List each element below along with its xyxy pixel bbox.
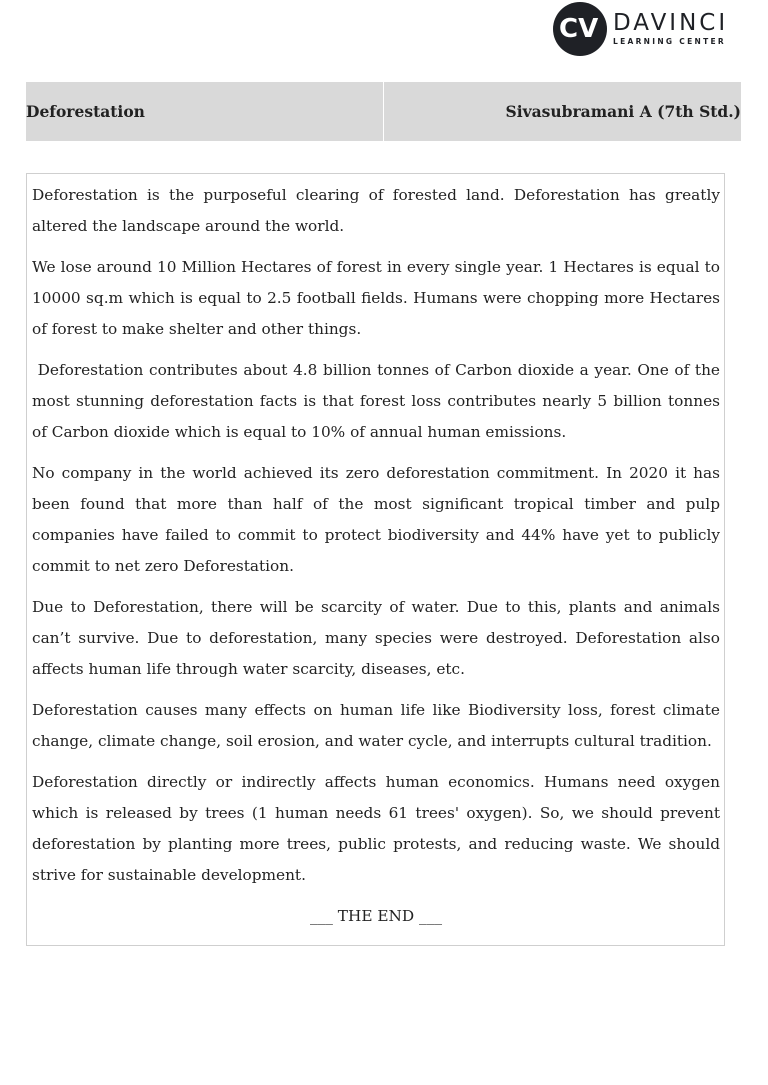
document-header	[26, 82, 741, 141]
logo-title: DAVINCI	[613, 10, 729, 37]
paragraph: No company in the world achieved its zero deforestation commitment. In 2020 it has been found that more than half of the most significant tropical timber and pulp companies have failed to commit to protect biodiversity and 44% have yet to publicly commit to net zero Deforestation.	[32, 464, 720, 575]
davinci-logo	[553, 2, 728, 56]
paragraph: Deforestation directly or indirectly affects human economics. Humans need oxygen which is released by trees (1 human needs 61 trees' oxygen). So, we should prevent deforestation by planting more trees, public protests, and reducing waste. We should strive for sustainable development.	[32, 773, 720, 884]
paragraph: Deforestation contributes about 4.8 billion tonnes of Carbon dioxide a year. One of the most stunning deforestation facts is that forest loss contributes nearly 5 billion tonnes of Carbon dioxide which is equal to 10% of annual human emissions.	[32, 361, 720, 441]
logo-mark-letters: CV	[559, 14, 599, 44]
paragraph: We lose around 10 Million Hectares of forest in every single year. 1 Hectares is equal to 10000 sq.m which is equal to 2.5 football fields. Humans were chopping more Hectares of forest to make shelter and other things.	[32, 258, 720, 338]
paragraph: Deforestation is the purposeful clearing of forested land. Deforestation has greatly altered the landscape around the world.	[32, 186, 720, 235]
essay-body	[26, 173, 725, 946]
document-author: Sivasubramani A (7th Std.)	[505, 102, 741, 121]
the-end-marker: ___ THE END ___	[309, 907, 442, 925]
document-title: Deforestation	[26, 82, 384, 141]
logo-mark-icon	[553, 2, 607, 56]
logo-subtitle: LEARNING CENTER	[613, 37, 727, 47]
paragraph: Deforestation causes many effects on human life like Biodiversity loss, forest climate change, climate change, soil erosion, and water cycle, and interrupts cultural tradition.	[32, 701, 720, 750]
paragraph: Due to Deforestation, there will be scarcity of water. Due to this, plants and animals can’t survive. Due to deforestation, many species were destroyed. Deforestation also affects human life through water scarcity, diseases, etc.	[32, 598, 720, 678]
